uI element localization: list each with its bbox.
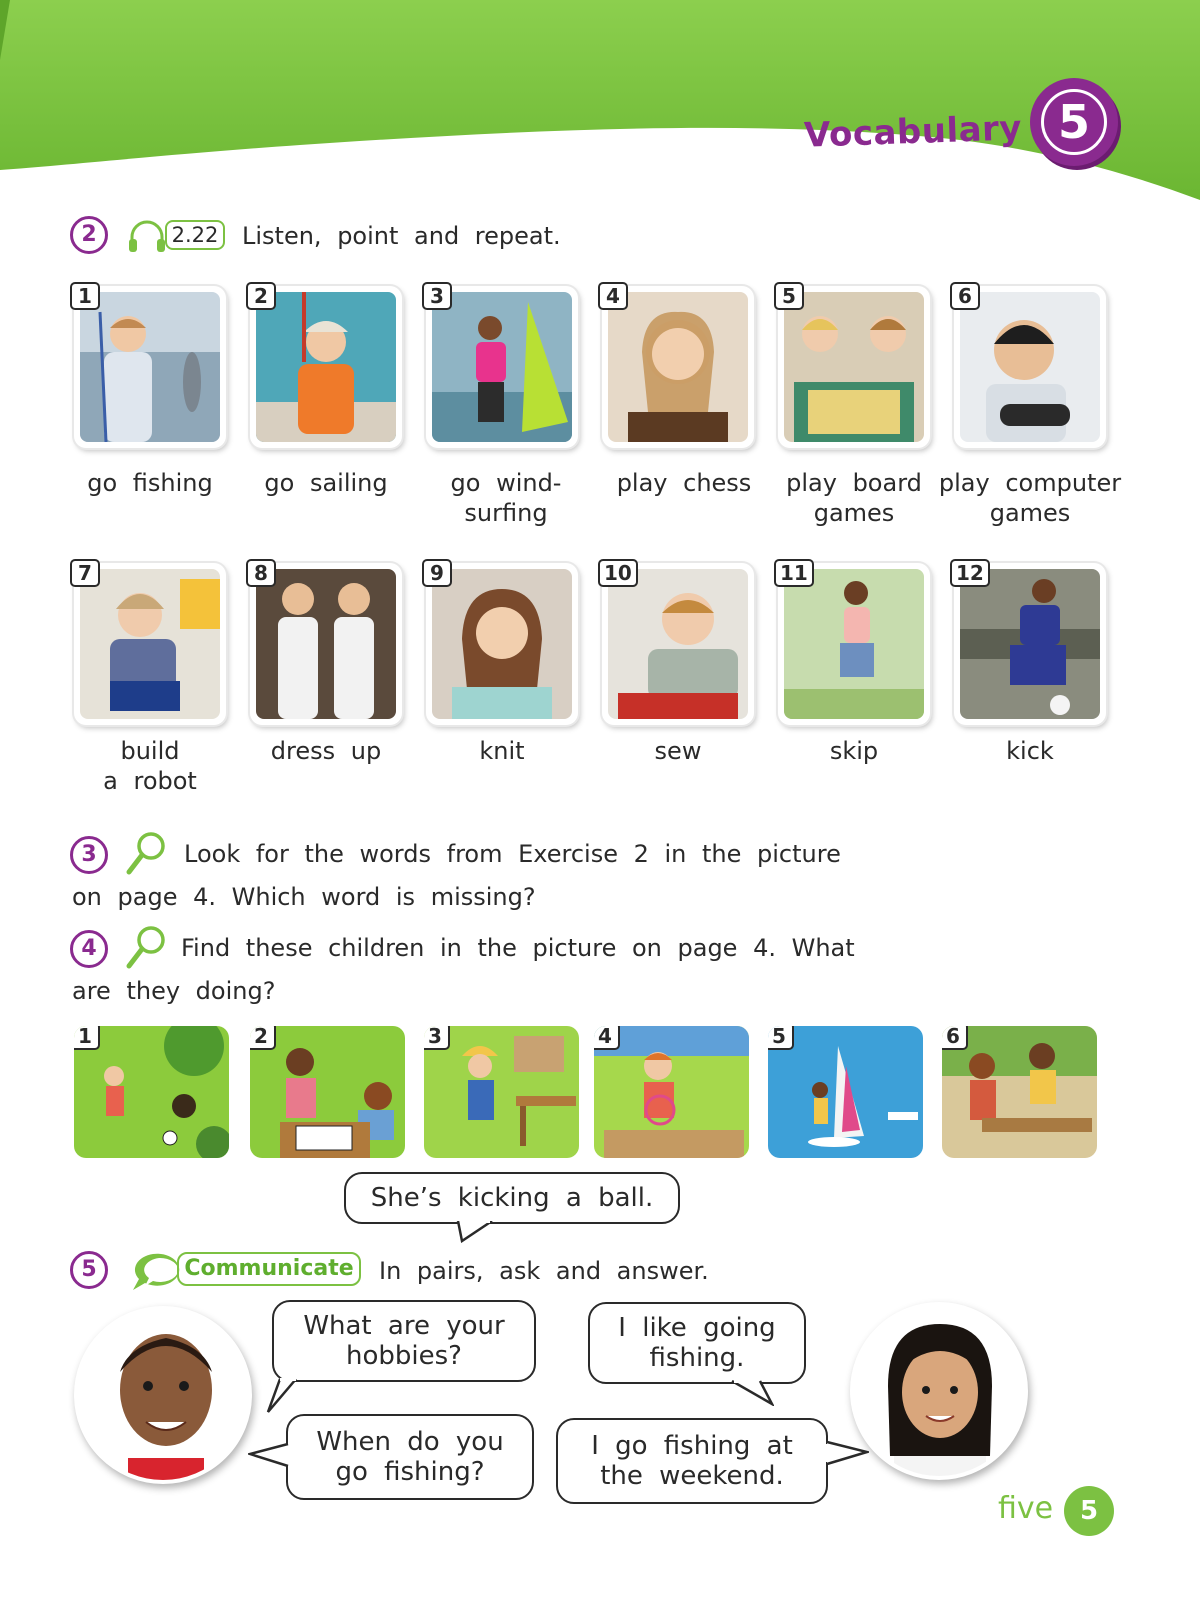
communicate-label: Communicate bbox=[177, 1252, 361, 1286]
scene-number: 1 bbox=[74, 1026, 100, 1050]
photo-play-computer-games[interactable] bbox=[954, 286, 1106, 448]
page-header bbox=[0, 0, 1200, 215]
item-number: 1 bbox=[70, 282, 100, 310]
item-number: 8 bbox=[246, 559, 276, 587]
caption-build-a-robot bbox=[62, 736, 238, 796]
bubble-line: hobbies? bbox=[346, 1341, 462, 1371]
item-number: 4 bbox=[598, 282, 628, 310]
scene-4[interactable] bbox=[594, 1026, 749, 1158]
caption-play-chess: play chess bbox=[616, 469, 752, 497]
caption-play-computer-games bbox=[930, 468, 1130, 528]
item-number: 5 bbox=[774, 282, 804, 310]
exercise-3-line-1: Look for the words from Exercise 2 in the picture bbox=[184, 840, 841, 868]
exercise-4-line-2: are they doing? bbox=[72, 977, 276, 1005]
caption-go-fishing: go fishing bbox=[87, 469, 213, 497]
bubble-line: When do you bbox=[316, 1427, 504, 1457]
caption-line: games bbox=[813, 499, 895, 527]
item-number: 6 bbox=[950, 282, 980, 310]
caption-kick: kick bbox=[1006, 737, 1054, 765]
skipping-girl-image bbox=[784, 569, 924, 719]
sailing-boy-image bbox=[256, 292, 396, 442]
unit-number-badge bbox=[1030, 78, 1118, 166]
audio-track-tag[interactable] bbox=[127, 220, 225, 252]
photo-skip[interactable] bbox=[778, 563, 930, 725]
caption-knit: knit bbox=[479, 737, 525, 765]
exercise-4-line-1: Find these children in the picture on page 4. What bbox=[181, 934, 855, 962]
bubble-tail bbox=[730, 1380, 774, 1406]
scene-5[interactable] bbox=[768, 1026, 923, 1158]
knitting-girl-image bbox=[432, 569, 572, 719]
speech-bubble-answer-1 bbox=[588, 1302, 806, 1384]
caption-dress-up: dress up bbox=[270, 737, 382, 765]
bubble-tail bbox=[248, 1440, 290, 1470]
bubble-line: I go fishing at bbox=[591, 1431, 793, 1461]
item-number: 11 bbox=[774, 559, 814, 587]
photo-go-sailing[interactable] bbox=[250, 286, 402, 448]
photo-go-fishing[interactable] bbox=[74, 286, 226, 448]
sewing-boy-image bbox=[608, 569, 748, 719]
photo-dress-up[interactable] bbox=[250, 563, 402, 725]
speech-bubble-question-2 bbox=[286, 1414, 534, 1500]
example-sentence: She’s kicking a ball. bbox=[370, 1183, 654, 1213]
scene-number: 3 bbox=[424, 1026, 450, 1050]
example-speech-bubble bbox=[344, 1172, 680, 1224]
exercise-3-line-2: on page 4. Which word is missing? bbox=[72, 883, 536, 911]
exercise-2-instruction: Listen, point and repeat. bbox=[242, 222, 561, 250]
bubble-line: fishing. bbox=[649, 1343, 745, 1373]
magnifier-icon bbox=[125, 924, 167, 970]
magnifier-icon bbox=[125, 830, 167, 876]
bubble-tail bbox=[456, 1221, 496, 1243]
caption-play-board-games bbox=[766, 468, 942, 528]
item-number: 10 bbox=[598, 559, 638, 587]
item-number: 9 bbox=[422, 559, 452, 587]
caption-line: build bbox=[120, 737, 180, 765]
exercise-2-number: 2 bbox=[70, 216, 108, 254]
fishing-boy-image bbox=[80, 292, 220, 442]
bubble-line: go fishing? bbox=[335, 1457, 485, 1487]
photo-sew[interactable] bbox=[602, 563, 754, 725]
page-number-word: five bbox=[998, 1491, 1054, 1526]
speech-bubble-question-1 bbox=[272, 1300, 536, 1382]
dress-up-boys-image bbox=[256, 569, 396, 719]
caption-skip: skip bbox=[829, 737, 879, 765]
headphones-icon bbox=[127, 220, 167, 254]
portrait-boy bbox=[74, 1306, 252, 1484]
caption-line: games bbox=[989, 499, 1071, 527]
bubble-line: What are your bbox=[303, 1311, 505, 1341]
robot-girl-image bbox=[80, 569, 220, 719]
exercise-5-number: 5 bbox=[70, 1251, 108, 1289]
caption-line: a robot bbox=[103, 767, 197, 795]
item-number: 12 bbox=[950, 559, 990, 587]
chess-girl-image bbox=[608, 292, 748, 442]
photo-kick[interactable] bbox=[954, 563, 1106, 725]
caption-line: play board bbox=[786, 469, 922, 497]
exercise-4-number: 4 bbox=[70, 930, 108, 968]
scene-number: 4 bbox=[594, 1026, 620, 1050]
exercise-3-number: 3 bbox=[70, 836, 108, 874]
caption-line: play computer bbox=[938, 469, 1122, 497]
page-number-badge: 5 bbox=[1064, 1486, 1114, 1536]
scene-1[interactable] bbox=[74, 1026, 229, 1158]
photo-knit[interactable] bbox=[426, 563, 578, 725]
communicate-tag bbox=[125, 1250, 361, 1290]
scene-2[interactable] bbox=[250, 1026, 405, 1158]
unit-title: Vocabulary bbox=[803, 108, 1023, 156]
audio-track-number: 2.22 bbox=[165, 220, 225, 250]
item-number: 2 bbox=[246, 282, 276, 310]
caption-sew: sew bbox=[654, 737, 702, 765]
speech-bubble-answer-2 bbox=[556, 1418, 828, 1504]
photo-play-board-games[interactable] bbox=[778, 286, 930, 448]
caption-go-sailing: go sailing bbox=[264, 469, 388, 497]
kicking-girl-image bbox=[960, 569, 1100, 719]
scene-number: 6 bbox=[942, 1026, 968, 1050]
scene-number: 5 bbox=[768, 1026, 794, 1050]
computer-games-boy-image bbox=[960, 292, 1100, 442]
portrait-girl bbox=[850, 1302, 1028, 1480]
bubble-tail bbox=[266, 1378, 306, 1414]
speech-bubble-icon bbox=[125, 1250, 185, 1292]
item-number: 3 bbox=[422, 282, 452, 310]
photo-play-chess[interactable] bbox=[602, 286, 754, 448]
unit-number: 5 bbox=[1057, 95, 1090, 149]
bubble-tail bbox=[825, 1438, 869, 1468]
photo-build-a-robot[interactable] bbox=[74, 563, 226, 725]
scene-3[interactable] bbox=[424, 1026, 579, 1158]
scene-6[interactable] bbox=[942, 1026, 1097, 1158]
wind-surfing-girl-image bbox=[432, 292, 572, 442]
bubble-line: I like going bbox=[618, 1313, 776, 1343]
exercise-5-instruction: In pairs, ask and answer. bbox=[379, 1257, 709, 1285]
caption-go-wind-surfing: go wind-surfing bbox=[450, 469, 562, 527]
scene-number: 2 bbox=[250, 1026, 276, 1050]
item-number: 7 bbox=[70, 559, 100, 587]
photo-go-wind-surfing[interactable] bbox=[426, 286, 578, 448]
board-games-image bbox=[784, 292, 924, 442]
bubble-line: the weekend. bbox=[600, 1461, 784, 1491]
